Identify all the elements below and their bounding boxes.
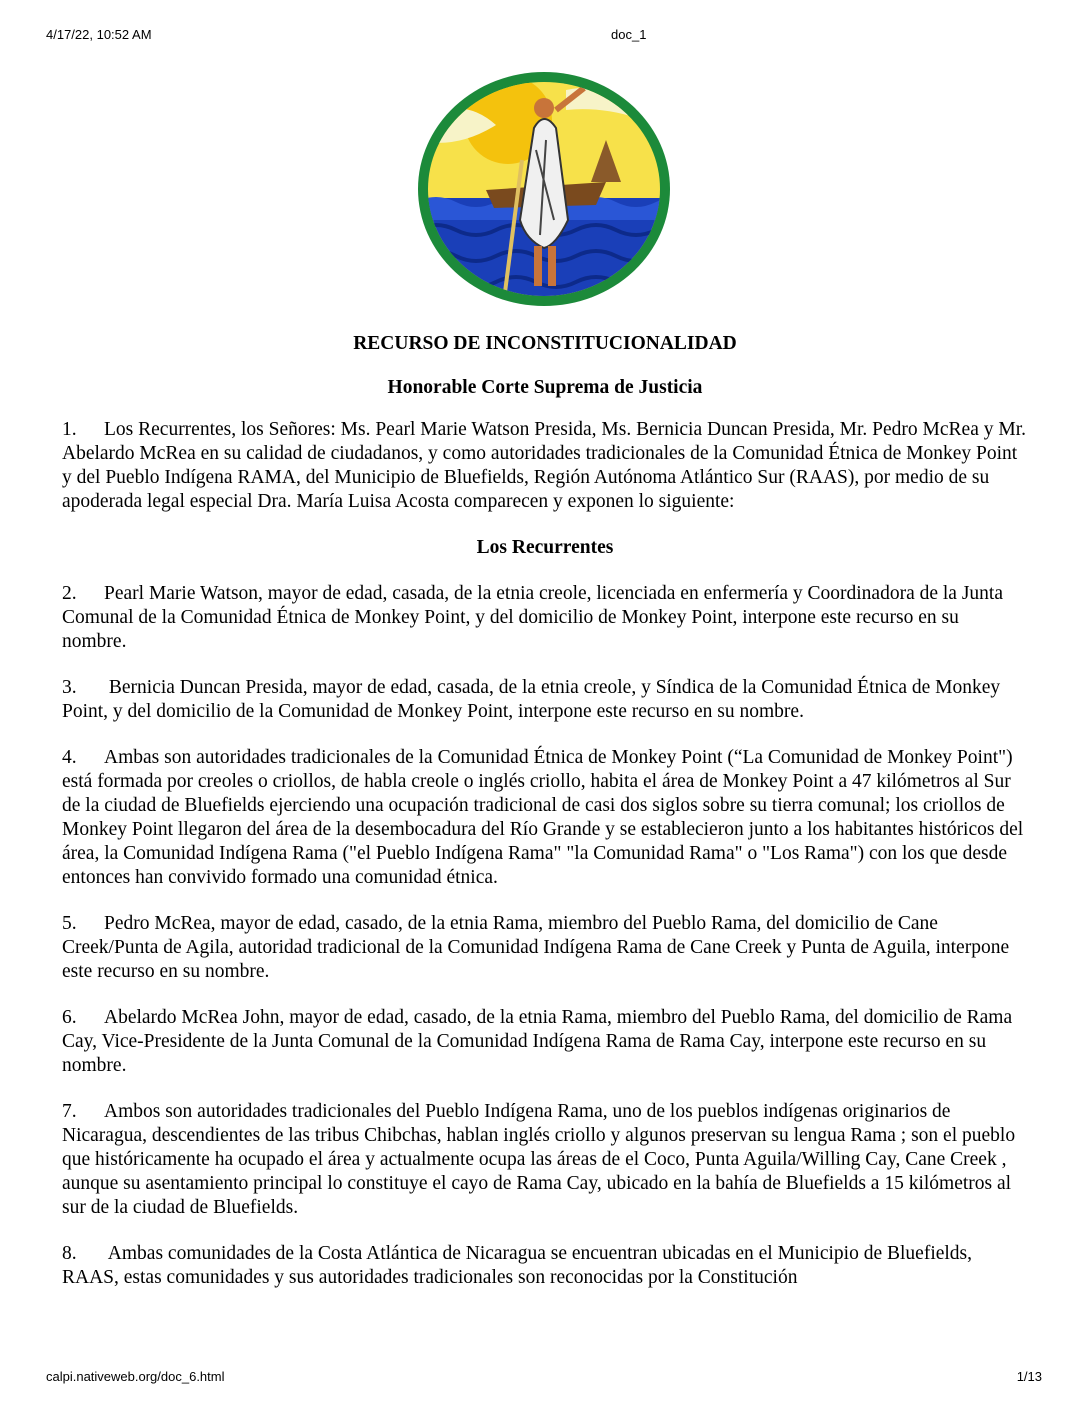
print-header-title: doc_1	[611, 27, 647, 42]
paragraph	[62, 1006, 1028, 1078]
paragraph-text: Pedro McRea, mayor de edad, casado, de la etnia Rama, miembro del Pueblo Rama, del domicilio de Cane Creek/Punta de Agila, autoridad tradicional de la Comunidad Indígena Rama de Cane Creek y Punta de Aguila, interpone este recurso en su nombre.	[62, 913, 1010, 982]
paragraph-text: Ambas comunidades de la Costa Atlántica de Nicaragua se encuentran ubicadas en el Municipio de Bluefields, RAAS, estas comunidades y sus autoridades tradicionales son reconocidas por la Constitución	[62, 1243, 973, 1288]
paragraph-number: 5.	[62, 913, 77, 934]
paragraph-number: 2.	[62, 583, 77, 604]
section-heading: Los Recurrentes	[476, 537, 614, 558]
paragraph-text: Abelardo McRea John, mayor de edad, casado, de la etnia Rama, miembro del Pueblo Rama, del domicilio de Rama Cay, Vice-Presidente de la Junta Comunal de la Comunidad Indígena Rama de Rama Cay, interpone este recurso en su nombre.	[62, 1007, 1013, 1076]
paragraph-number: 6.	[62, 1007, 77, 1028]
paragraph	[62, 418, 1028, 514]
paragraph-number: 3.	[62, 677, 77, 698]
paragraph-text: Ambos son autoridades tradicionales del Pueblo Indígena Rama, uno de los pueblos indígenas originarios de Nicaragua, descendientes de las tribus Chibchas, hablan inglés criollo y algunos preservan su lengua Rama ; son el pueblo que históricamente ha ocupado el área y actualmente ocupa las áreas de el Coco, Punta Aguila/Willing Cay, Cane Creek , aunque su asentamiento principal lo constituye el cayo de Rama Cay, ubicado en la bahía de Bluefields a 15 kilómetros al sur de la ciudad de Bluefields.	[62, 1101, 1016, 1218]
paragraph-text: Pearl Marie Watson, mayor de edad, casada, de la etnia creole, licenciada en enfermería y Coordinadora de la Junta Comunal de la Comunidad Étnica de Monkey Point, y del domicilio de Monkey Point, interpone este recurso en su nombre.	[62, 583, 1003, 652]
paragraph	[62, 912, 1028, 984]
paragraph-number: 8.	[62, 1243, 77, 1264]
document-title: RECURSO DE INCONSTITUCIONALIDAD	[353, 333, 737, 354]
print-header-datetime: 4/17/22, 10:52 AM	[46, 27, 152, 42]
paragraph-text: Los Recurrentes, los Señores: Ms. Pearl Marie Watson Presida, Ms. Bernicia Duncan Presida, Mr. Pedro McRea y Mr. Abelardo McRea en su calidad de ciudadanos, y como autoridades tradicionales de la Comunidad Étnica de Monkey Point y del Pueblo Indígena RAMA, del Municipio de Bluefields, Región Autónoma Atlántico Sur (RAAS), por medio de su apoderada legal especial Dra. María Luisa Acosta comparecen y exponen lo siguiente:	[62, 419, 1026, 512]
paragraph	[62, 1100, 1028, 1220]
paragraph-number: 4.	[62, 747, 77, 768]
justice-figure-emblem-icon	[416, 70, 672, 308]
paragraph	[62, 582, 1028, 654]
paragraph-number: 7.	[62, 1101, 77, 1122]
paragraph	[62, 746, 1028, 890]
court-addressee: Honorable Corte Suprema de Justicia	[387, 377, 703, 398]
document-body	[62, 330, 1028, 1290]
print-footer-page-number: 1/13	[1016, 1369, 1042, 1384]
paragraph	[62, 676, 1028, 724]
paragraph-text: Ambas son autoridades tradicionales de la Comunidad Étnica de Monkey Point (“La Comunidad de Monkey Point") está formada por creoles o criollos, de habla creole o inglés criollo, habita el área de Monkey Point a 47 kilómetros al Sur de la ciudad de Bluefields ejerciendo una ocupación tradicional de casi dos siglos sobre su tierra comunal; los criollos de Monkey Point llegaron del área de la desembocadura del Río Grande y se establecieron junto a los habitantes históricos del área, la Comunidad Indígena Rama ("el Pueblo Indígena Rama" "la Comunidad Rama" o "Los Rama") con los que desde entonces han convivido formado una comunidad étnica.	[62, 747, 1024, 888]
paragraph	[62, 1242, 1028, 1290]
print-footer-url: calpi.nativeweb.org/doc_6.html	[46, 1369, 225, 1384]
paragraph-number: 1.	[62, 419, 77, 440]
paragraph-text: Bernicia Duncan Presida, mayor de edad, casada, de la etnia creole, y Síndica de la Comunidad Étnica de Monkey Point, y del domicilio de la Comunidad de Monkey Point, interpone este recurso en su nombre.	[62, 677, 1001, 722]
